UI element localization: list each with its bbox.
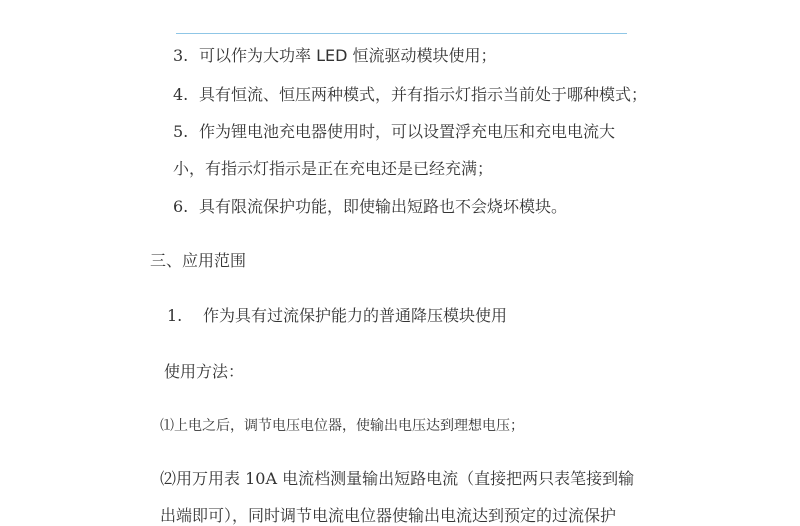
application-item-1 xyxy=(167,306,507,326)
list-text: 作为具有过流保护能力的普通降压模块使用 xyxy=(203,306,508,325)
section-title: 三、应用范围 xyxy=(150,251,247,270)
list-number: 6. xyxy=(173,197,189,216)
list-text: 作为锂电池充电器使用时，可以设置浮充电压和充电电流大 xyxy=(199,122,616,141)
usage-step-1: ⑴上电之后，调节电压电位器，使输出电压达到理想电压； xyxy=(160,418,524,434)
list-number: 3. xyxy=(173,46,189,65)
header-divider xyxy=(176,33,627,34)
list-text: 恒流驱动模块使用； xyxy=(347,46,497,65)
list-number: 4. xyxy=(173,85,189,104)
feature-item-5-continuation xyxy=(173,159,493,179)
list-number: 5. xyxy=(173,122,189,141)
usage-step-2-line-2: 出端即可），同时调节电流电位器使输出电流达到预定的过流保护 xyxy=(160,506,617,525)
list-number: 1. xyxy=(167,306,183,325)
list-text: 具有恒流、恒压两种模式，并有指示灯指示当前处于哪种模式； xyxy=(199,85,648,104)
usage-step-2-line-1: ⑵用万用表 10A 电流档测量输出短路电流（直接把两只表笔接到输 xyxy=(160,469,635,488)
list-text: 小，有指示灯指示是正在充电还是已经充满； xyxy=(173,159,494,178)
feature-item-6 xyxy=(173,197,567,217)
list-text: 具有限流保护功能，即使输出短路也不会烧坏模块。 xyxy=(199,197,568,216)
list-text-led: LED xyxy=(316,46,348,65)
feature-item-3 xyxy=(173,46,497,66)
feature-item-4 xyxy=(173,85,647,105)
feature-item-5 xyxy=(173,122,615,142)
usage-label: 使用方法： xyxy=(164,362,245,381)
list-text: 可以作为大功率 xyxy=(199,46,317,65)
